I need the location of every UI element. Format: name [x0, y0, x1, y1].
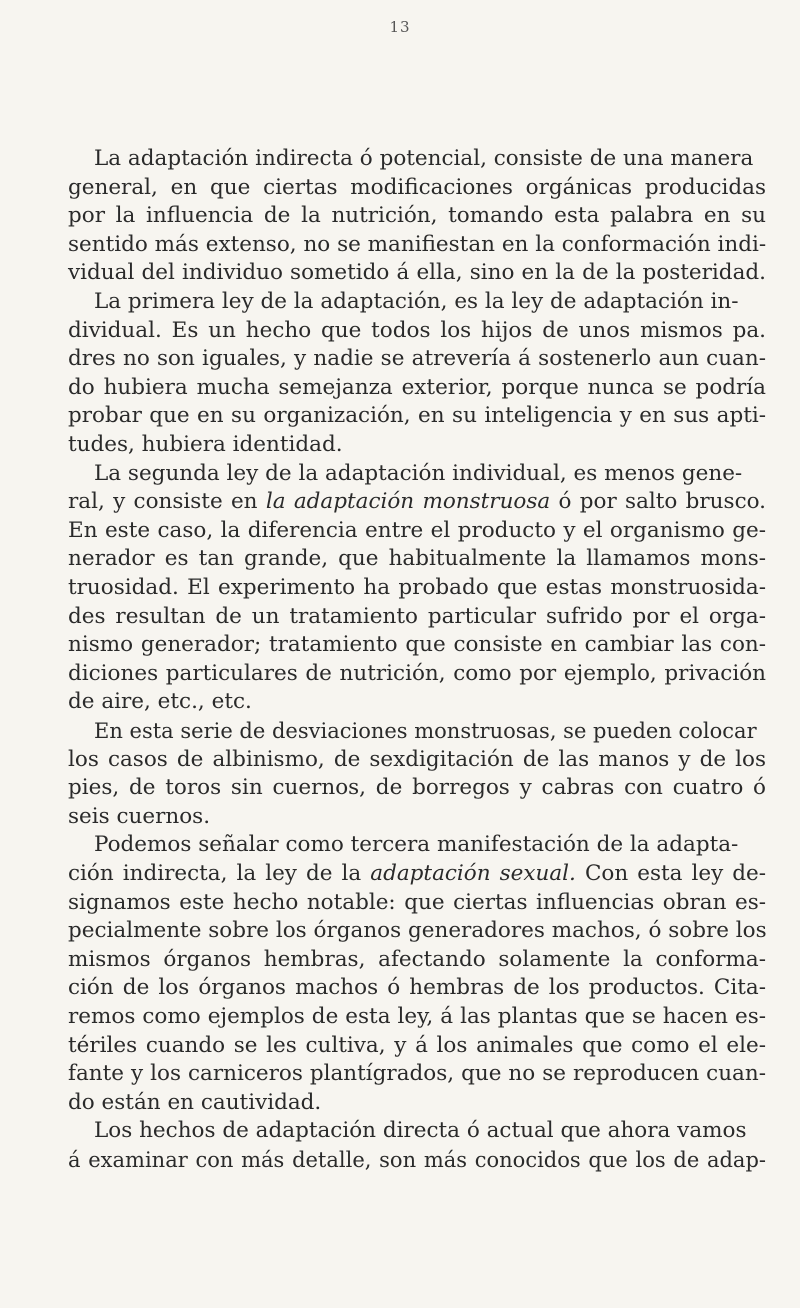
text-line: do hubiera mucha semejanza exterior, porque nunca se podría — [68, 374, 766, 400]
text-line: do están en cautividad. — [68, 1089, 322, 1115]
text-line-with-italic — [68, 489, 766, 515]
text-line: La segunda ley de la adaptación individual, es menos gene- — [94, 460, 743, 486]
text-line: general, en que ciertas modificaciones orgánicas producidas — [68, 174, 766, 200]
text-line: La primera ley de la adaptación, es la ley de adaptación in- — [94, 289, 739, 314]
italic-term: adaptación sexual. — [370, 861, 576, 886]
text-line: truosidad. El experimento ha probado que estas monstruosida- — [68, 575, 766, 600]
text-line: fante y los carniceros plantígrados, que no se reproducen cuan- — [68, 1061, 766, 1087]
text-line: de aire, etc., etc. — [68, 689, 252, 715]
text-line: á examinar con más detalle, son más conocidos que los de adap- — [68, 1148, 766, 1172]
text-line: diciones particulares de nutrición, como por ejemplo, privación — [68, 660, 766, 686]
text-line: por la influencia de la nutrición, tomando esta palabra en su — [68, 203, 766, 229]
text-line: des resultan de un tratamiento particular sufrido por el orga- — [68, 603, 766, 629]
text-line: nerador es tan grande, que habitualmente la llamamos mons- — [68, 546, 766, 572]
text-line: vidual del individuo sometido á ella, sino en la de la posteridad. — [68, 260, 766, 286]
text-line: En esta serie de desviaciones monstruosas, se pueden colocar — [94, 719, 757, 743]
text-line: En este caso, la diferencia entre el producto y el organismo ge- — [68, 517, 766, 543]
text-line-with-italic — [68, 861, 766, 887]
text-line: sentido más extenso, no se manifiestan en la conformación indi- — [68, 231, 767, 257]
text-line: Podemos señalar como tercera manifestación de la adapta- — [94, 832, 739, 858]
text-line: ción de los órganos machos ó hembras de los productos. Cita- — [68, 975, 766, 1001]
text-line: dres no son iguales, y nadie se atrevería á sostenerlo aun cuan- — [68, 346, 766, 372]
text-line: pies, de toros sin cuernos, de borregos y cabras con cuatro ó — [68, 775, 766, 801]
text-segment: ral, y consiste en — [68, 489, 258, 515]
text-line: Los hechos de adaptación directa ó actual que ahora vamos — [94, 1118, 747, 1144]
text-line: signamos este hecho notable: que ciertas influencias obran es- — [68, 889, 766, 915]
text-line: mismos órganos hembras, afectando solamente la conforma- — [68, 946, 766, 972]
text-line: pecialmente sobre los órganos generadores machos, ó sobre los — [68, 918, 767, 944]
text-line: tudes, hubiera identidad. — [68, 432, 343, 457]
italic-term: la adaptación monstruosa — [265, 489, 551, 515]
text-segment: ó por salto brusco. — [558, 489, 767, 515]
text-line: tériles cuando se les cultiva, y á los animales que como el ele- — [68, 1032, 766, 1058]
text-line: remos como ejemplos de esta ley, á las plantas que se hacen es- — [68, 1004, 766, 1029]
text-line: probar que en su organización, en su inteligencia y en sus apti- — [68, 403, 766, 429]
text-line: seis cuernos. — [68, 803, 211, 829]
text-segment: ción indirecta, la ley de la — [68, 861, 362, 886]
text-line: dividual. Es un hecho que todos los hijos de unos mismos pa. — [68, 317, 766, 343]
text-segment: Con esta ley de- — [584, 861, 766, 886]
text-line: nismo generador; tratamiento que consiste en cambiar las con- — [68, 632, 766, 658]
page-number: 13 — [389, 18, 411, 36]
text-line: los casos de albinismo, de sexdigitación de las manos y de los — [68, 746, 766, 772]
text-line: La adaptación indirecta ó potencial, consiste de una manera — [94, 146, 754, 171]
